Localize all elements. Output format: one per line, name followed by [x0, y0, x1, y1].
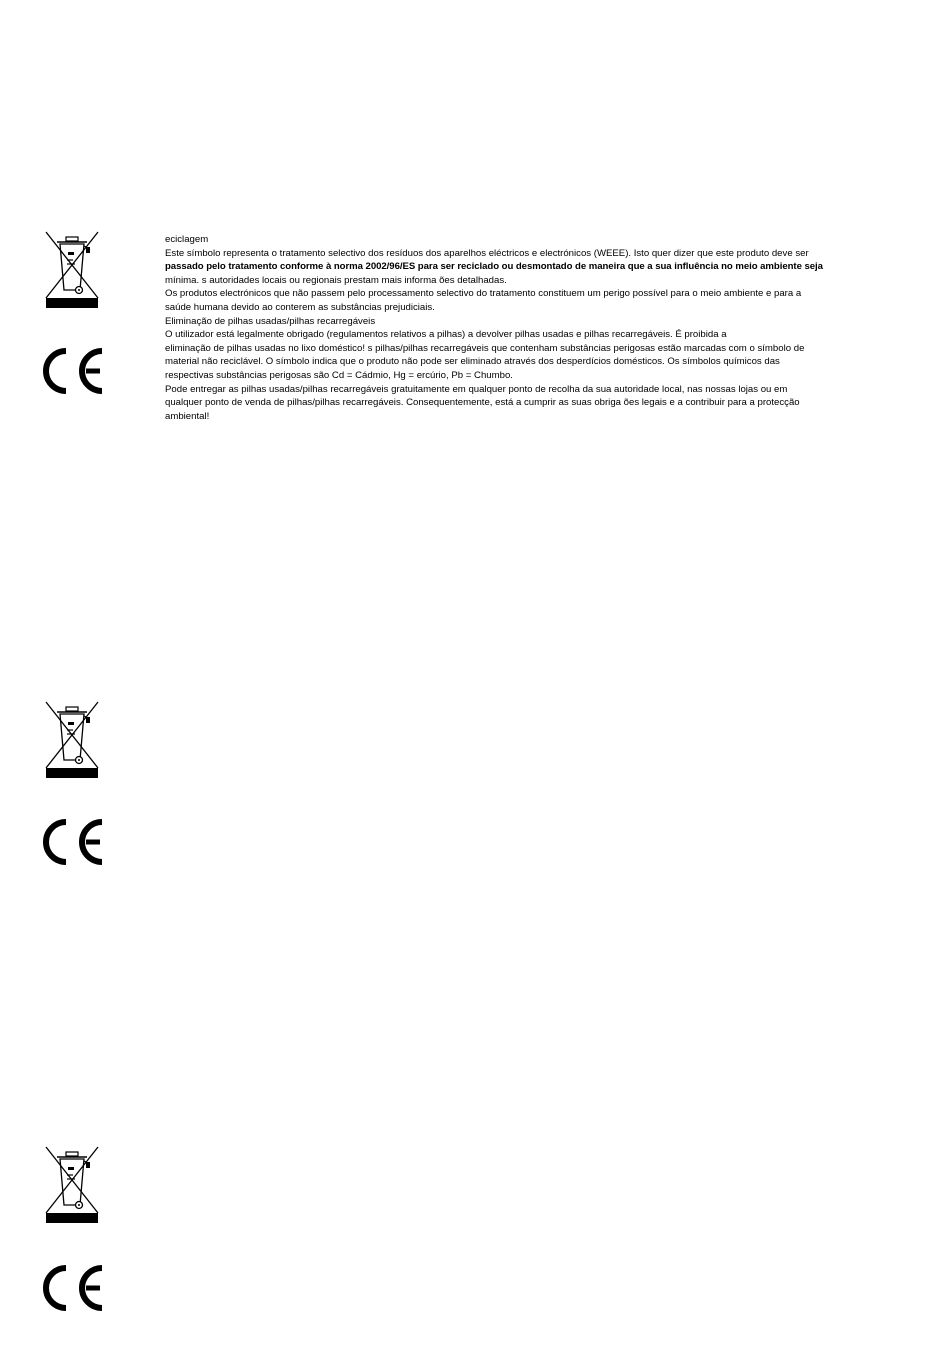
section-heading-recycling: eciclagem	[165, 234, 209, 245]
text-line: passado pelo tratamento conforme à norma 2002/96/ES para ser reciclado ou desmontado de maneira que a sua influência no meio ambiente seja	[165, 261, 823, 273]
crossed-out-wheelie-bin-icon	[42, 700, 102, 780]
text-line: O utilizador está legalmente obrigado (regulamentos relativos a pilhas) a devolver pilhas usadas e pilhas recarregáveis. É proibida a	[165, 329, 727, 341]
text-line: Pode entregar as pilhas usadas/pilhas recarregáveis gratuitamente em qualquer ponto de recolha da sua autoridade local, nas nossas lojas ou em	[165, 383, 788, 395]
ce-mark-icon	[38, 816, 106, 868]
crossed-out-wheelie-bin-icon	[42, 230, 102, 310]
ce-mark-icon	[38, 345, 106, 397]
text-line: eliminação de pilhas usadas no lixo doméstico! s pilhas/pilhas recarregáveis que contenham substâncias perigosas estão marcadas com o símbolo de	[165, 342, 805, 354]
recycling-notice-text	[165, 233, 885, 423]
crossed-out-wheelie-bin-icon	[42, 1145, 102, 1225]
section-heading-batteries: Eliminação de pilhas usadas/pilhas recarregáveis	[165, 315, 376, 327]
text-line: respectivas substâncias perigosas são Cd = Cádmio, Hg = ercúrio, Pb = Chumbo.	[165, 369, 513, 381]
text-line: Os produtos electrónicos que não passem pelo processamento selectivo do tratamento constituem um perigo possível para o meio ambiente e para a	[165, 288, 802, 300]
text-line: ambiental!	[165, 410, 210, 422]
text-line: material não reciclável. O símbolo indica que o produto não pode ser eliminado através dos desperdícios domésticos. Os símbolos químicos das	[165, 356, 780, 368]
text-line: qualquer ponto de venda de pilhas/pilhas recarregáveis. Consequentemente, está a cumprir as suas obriga ões legais e a contribuir para a protecção	[165, 397, 800, 409]
ce-mark-icon	[38, 1262, 106, 1314]
text-line: mínima. s autoridades locais ou regionais prestam mais informa ões detalhadas.	[165, 274, 507, 286]
text-line: Este símbolo representa o tratamento selectivo dos resíduos dos aparelhos eléctricos e electrónicos (WEEE). Isto quer dizer que este produto deve ser	[165, 247, 809, 259]
text-line: saúde humana devido ao conterem as substâncias prejudiciais.	[165, 301, 435, 313]
